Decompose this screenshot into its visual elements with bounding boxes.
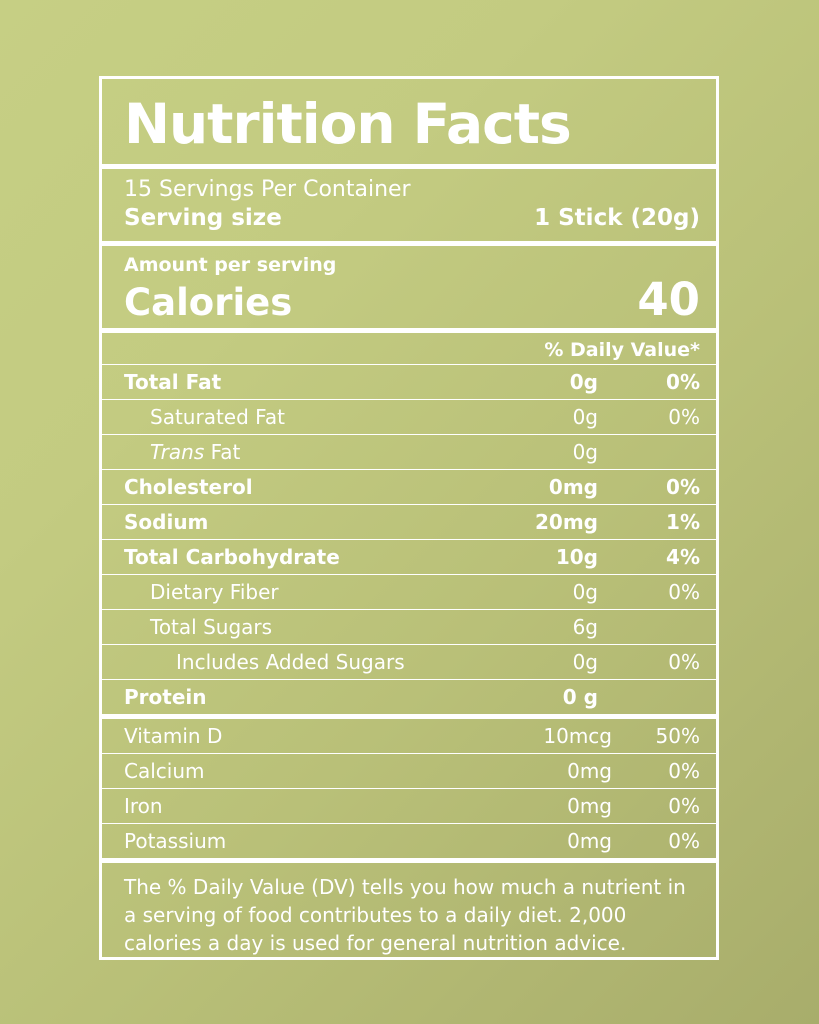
trans-rest: Fat — [204, 439, 241, 464]
nutrient-dv: 0% — [666, 369, 700, 394]
nutrient-amount: 0g — [569, 369, 598, 394]
nutrient-amount: 0g — [572, 649, 598, 674]
table-row-cholesterol — [102, 470, 716, 505]
serving-size-row — [124, 205, 700, 231]
nutrient-name: Includes Added Sugars — [176, 649, 405, 674]
table-row-iron — [102, 789, 716, 824]
table-row-saturated-fat — [102, 400, 716, 435]
nutrition-facts-panel — [99, 76, 719, 960]
nutrient-name: Calcium — [124, 758, 205, 783]
title-section — [102, 79, 716, 169]
nutrient-name: Sodium — [124, 509, 209, 534]
nutrient-name: Total Fat — [124, 369, 222, 394]
nutrient-dv: 4% — [666, 544, 700, 569]
calories-section — [102, 246, 716, 333]
trans-italic: Trans — [150, 439, 205, 464]
nutrient-name: Saturated Fat — [150, 404, 285, 429]
nutrient-dv: 1% — [666, 509, 700, 534]
nutrient-name: Cholesterol — [124, 474, 253, 499]
nutrient-name: Total Sugars — [150, 614, 273, 639]
serving-size-label: Serving size — [124, 204, 282, 231]
calories-label: Calories — [124, 280, 293, 324]
nutrient-dv: 0% — [668, 793, 700, 818]
nutrient-name: Vitamin D — [124, 723, 223, 748]
nutrient-dv: 50% — [655, 723, 700, 748]
nutrient-name: Protein — [124, 684, 207, 709]
table-row-protein — [102, 680, 716, 719]
nutrient-amount: 0mg — [567, 793, 612, 818]
nutrient-dv: 0% — [668, 649, 700, 674]
table-row-potassium — [102, 824, 716, 863]
nutrient-amount: 0mg — [567, 758, 612, 783]
table-row-vitamin-d — [102, 719, 716, 754]
nutrient-dv: 0% — [668, 579, 700, 604]
nutrient-name: Iron — [124, 793, 163, 818]
nutrient-dv: 0% — [668, 404, 700, 429]
nutrient-amount: 20mg — [535, 509, 598, 534]
nutrient-amount: 0g — [572, 579, 598, 604]
table-row-calcium — [102, 754, 716, 789]
nutrient-name: Total Carbohydrate — [124, 544, 340, 569]
calories-row — [124, 273, 700, 327]
table-row-trans-fat — [102, 435, 716, 470]
table-row-dietary-fiber — [102, 575, 716, 610]
table-row-total-sugars — [102, 610, 716, 645]
nutrient-amount: 10g — [555, 544, 598, 569]
nutrient-amount: 0g — [572, 404, 598, 429]
nutrient-amount: 0 g — [562, 684, 598, 709]
calories-value: 40 — [637, 273, 700, 327]
daily-value-footnote: The % Daily Value (DV) tells you how much a nutrient in a serving of food contributes to a daily diet. 2,000 calories a day is used for general nutrition advice. — [124, 874, 686, 955]
nutrient-dv: 0% — [668, 758, 700, 783]
serving-size-value: 1 Stick (20g) — [534, 204, 700, 231]
nutrient-amount: 6g — [572, 614, 598, 639]
table-row-total-fat — [102, 365, 716, 400]
nutrient-name: Dietary Fiber — [150, 579, 279, 604]
page-title: Nutrition Facts — [124, 92, 571, 156]
nutrient-amount: 0mg — [567, 828, 612, 853]
amount-per-serving-label: Amount per serving — [124, 253, 337, 276]
nutrient-amount: 0mg — [548, 474, 598, 499]
nutrient-name: Potassium — [124, 828, 227, 853]
servings-section — [102, 169, 716, 246]
nutrient-name — [124, 440, 472, 464]
table-row-added-sugars — [102, 645, 716, 680]
daily-value-header: % Daily Value* — [102, 333, 716, 365]
servings-per-container: 15 Servings Per Container — [124, 177, 411, 202]
nutrient-amount: 0g — [572, 439, 598, 464]
nutrient-amount: 10mcg — [543, 723, 612, 748]
nutrient-dv: 0% — [668, 828, 700, 853]
micronutrients-section — [102, 719, 716, 863]
table-row-sodium — [102, 505, 716, 540]
table-row-total-carbohydrate — [102, 540, 716, 575]
nutrient-dv: 0% — [666, 474, 700, 499]
